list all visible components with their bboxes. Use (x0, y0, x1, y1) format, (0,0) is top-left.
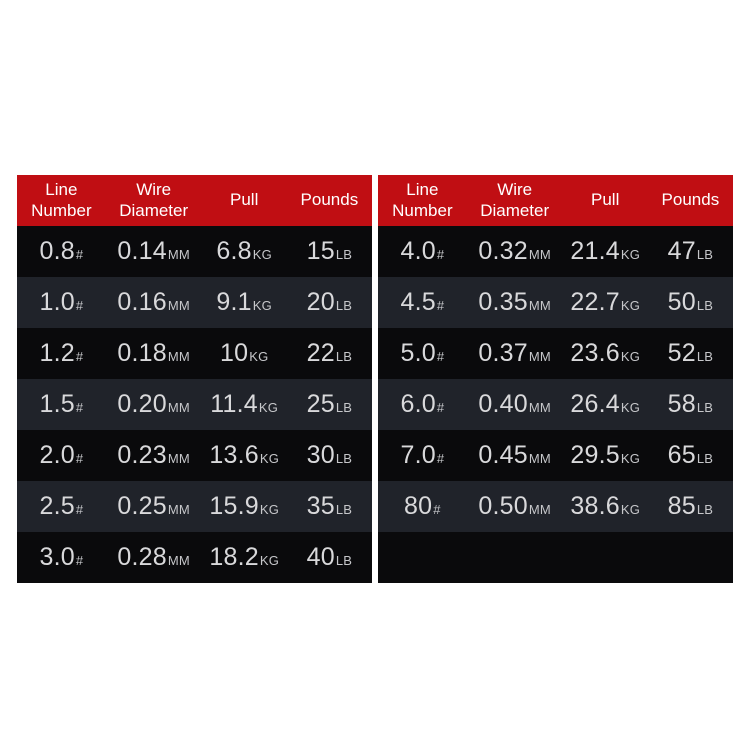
cell-line-number: 1.5# (39, 390, 84, 418)
cell-pull: 9.1KG (216, 288, 272, 316)
cell-wire-diameter: 0.28MM (117, 543, 190, 571)
cell-wire-diameter: 0.25MM (117, 492, 190, 520)
cell-wire-diameter: 0.18MM (117, 339, 190, 367)
cell-wire-diameter: 0.14MM (117, 237, 190, 265)
cell-pounds (648, 543, 733, 572)
table-row (378, 481, 733, 532)
spec-tables (17, 175, 733, 583)
cell-pull: 26.4KG (570, 390, 641, 418)
table-header (17, 175, 372, 226)
table-row-empty (378, 532, 733, 583)
table-row (17, 328, 372, 379)
cell-wire-diameter: 0.20MM (117, 390, 190, 418)
cell-pounds: 15LB (306, 237, 353, 265)
table-row (17, 481, 372, 532)
cell-line-number: 6.0# (400, 390, 445, 418)
cell-pull: 29.5KG (570, 441, 641, 469)
header-line-number: Line Number (31, 179, 92, 220)
cell-line-number: 4.0# (400, 237, 445, 265)
cell-pull: 21.4KG (570, 237, 641, 265)
table-row (17, 277, 372, 328)
cell-line-number: 0.8# (39, 237, 84, 265)
cell-wire-diameter: 0.37MM (478, 339, 551, 367)
cell-pull (563, 543, 648, 572)
cell-line-number: 4.5# (400, 288, 445, 316)
cell-wire-diameter: 0.16MM (117, 288, 190, 316)
cell-pounds: 47LB (667, 237, 714, 265)
table-row (17, 379, 372, 430)
cell-wire-diameter: 0.35MM (478, 288, 551, 316)
cell-wire-diameter: 0.23MM (117, 441, 190, 469)
table-row (17, 226, 372, 277)
cell-pull: 18.2KG (209, 543, 280, 571)
cell-pull: 11.4KG (210, 390, 279, 418)
cell-line-number: 7.0# (400, 441, 445, 469)
cell-pounds: 52LB (667, 339, 714, 367)
cell-pull: 15.9KG (209, 492, 280, 520)
cell-pull: 22.7KG (570, 288, 641, 316)
table-row (378, 277, 733, 328)
table-row (378, 328, 733, 379)
header-wire-diameter: Wire Diameter (480, 179, 550, 220)
spec-table-right (378, 175, 733, 583)
header-pounds: Pounds (661, 190, 720, 210)
cell-pounds: 22LB (306, 339, 353, 367)
cell-line-number: 1.2# (39, 339, 84, 367)
header-pull: Pull (230, 190, 259, 210)
cell-pounds: 20LB (306, 288, 353, 316)
cell-pounds: 40LB (306, 543, 353, 571)
cell-line-number: 2.5# (39, 492, 84, 520)
cell-line-number: 80# (404, 492, 441, 520)
table-row (378, 226, 733, 277)
table-row (17, 532, 372, 583)
cell-pounds: 65LB (667, 441, 714, 469)
header-pull: Pull (591, 190, 620, 210)
table-row (378, 379, 733, 430)
cell-wire-diameter: 0.32MM (478, 237, 551, 265)
cell-wire-diameter: 0.50MM (478, 492, 551, 520)
header-line-number: Line Number (392, 179, 453, 220)
cell-pull: 6.8KG (216, 237, 272, 265)
cell-wire-diameter (467, 543, 563, 572)
header-wire-diameter: Wire Diameter (119, 179, 189, 220)
cell-line-number (378, 543, 467, 572)
cell-pounds: 85LB (667, 492, 714, 520)
cell-pull: 23.6KG (570, 339, 641, 367)
cell-line-number: 2.0# (39, 441, 84, 469)
cell-wire-diameter: 0.40MM (478, 390, 551, 418)
cell-wire-diameter: 0.45MM (478, 441, 551, 469)
cell-pounds: 50LB (667, 288, 714, 316)
cell-pounds: 35LB (306, 492, 353, 520)
spec-table-left (17, 175, 372, 583)
cell-line-number: 1.0# (39, 288, 84, 316)
table-header (378, 175, 733, 226)
cell-line-number: 3.0# (39, 543, 84, 571)
cell-pounds: 30LB (306, 441, 353, 469)
cell-pounds: 25LB (306, 390, 353, 418)
cell-pull: 13.6KG (209, 441, 280, 469)
cell-pounds: 58LB (667, 390, 714, 418)
table-row (378, 430, 733, 481)
cell-line-number: 5.0# (400, 339, 445, 367)
table-row (17, 430, 372, 481)
cell-pull: 10KG (219, 339, 269, 367)
cell-pull: 38.6KG (570, 492, 641, 520)
header-pounds: Pounds (300, 190, 359, 210)
